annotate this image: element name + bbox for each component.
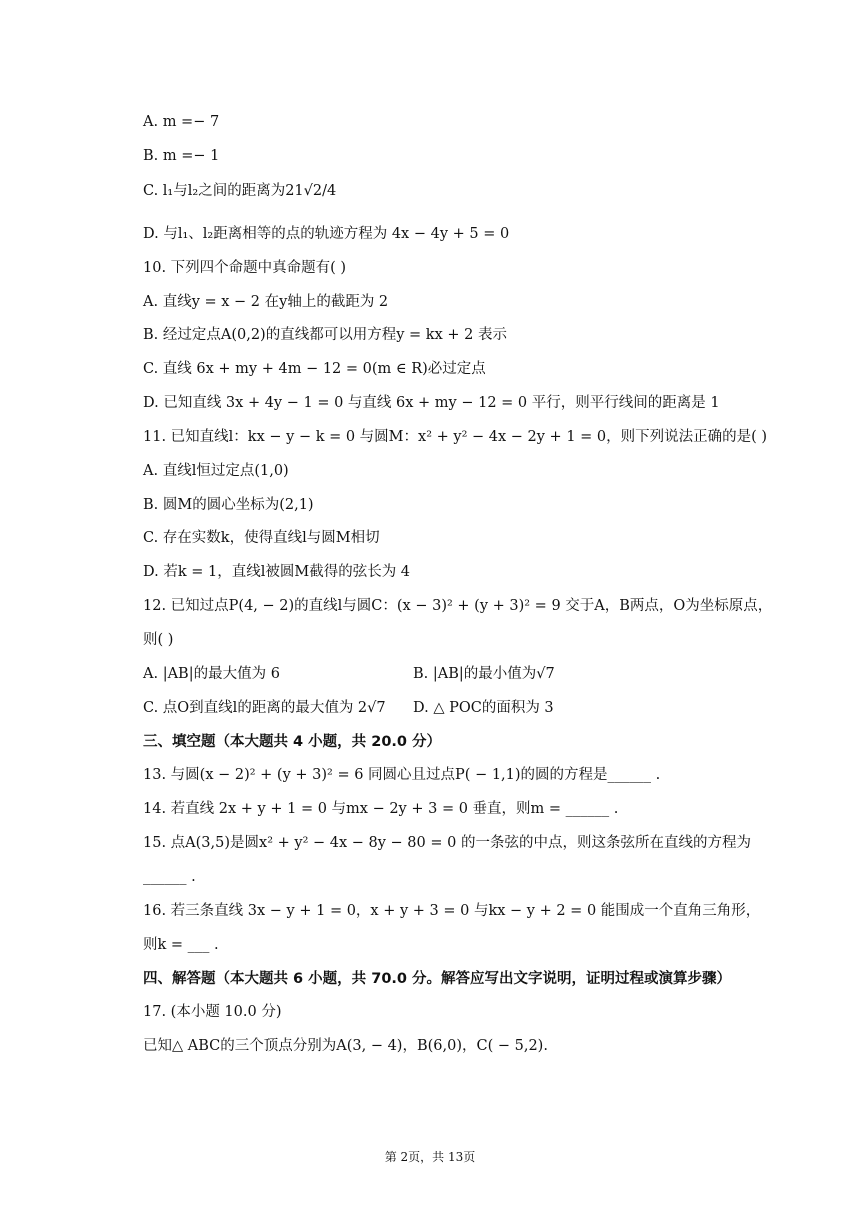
q10-option-d: D. 已知直线 3x + 4y − 1 = 0 与直线 6x + my − 12 = 0 平行，则平行线间的距离是 1 bbox=[143, 395, 720, 411]
q17-stem: 已知△ ABC的三个顶点分别为A(3, − 4)，B(6,0)，C( − 5,2). bbox=[143, 1038, 548, 1054]
q10-option-b: B. 经过定点A(0,2)的直线都可以用方程y = kx + 2 表示 bbox=[143, 327, 507, 343]
q10-option-a: A. 直线y = x − 2 在y轴上的截距为 2 bbox=[143, 294, 389, 310]
q11-stem: 11. 已知直线l：kx − y − k = 0 与圆M：x² + y² − 4x − 2y + 1 = 0，则下列说法正确的是( ) bbox=[143, 429, 768, 445]
q9-option-d: D. 与l₁、l₂距离相等的点的轨迹方程为 4x − 4y + 5 = 0 bbox=[143, 226, 510, 242]
q12-option-a: A. |AB|的最大值为 6 bbox=[143, 666, 280, 682]
q15-stem-line-2: ______ . bbox=[143, 869, 196, 885]
q12-stem-line-1: 12. 已知过点P(4, − 2)的直线l与圆C：(x − 3)² + (y + 3)² = 9 交于A，B两点，O为坐标原点， bbox=[143, 598, 773, 614]
q16-stem-line-2: 则k = ___ . bbox=[143, 937, 219, 953]
q12-stem-line-2: 则( ) bbox=[143, 632, 174, 648]
q11-option-a: A. 直线l恒过定点(1,0) bbox=[143, 463, 289, 479]
q13-stem: 13. 与圆(x − 2)² + (y + 3)² = 6 同圆心且过点P( − 1,1)的圆的方程是______ . bbox=[143, 767, 661, 783]
q17-label: 17. (本小题 10.0 分) bbox=[143, 1004, 282, 1020]
q11-option-c: C. 存在实数k，使得直线l与圆M相切 bbox=[143, 530, 380, 546]
q15-stem-line-1: 15. 点A(3,5)是圆x² + y² − 4x − 8y − 80 = 0 的一条弦的中点，则这条弦所在直线的方程为 bbox=[143, 835, 751, 851]
page-footer: 第 2页，共 13页 bbox=[384, 1150, 476, 1164]
q10-option-c: C. 直线 6x + my + 4m − 12 = 0(m ∈ R)必过定点 bbox=[143, 361, 486, 377]
q11-option-d: D. 若k = 1，直线l被圆M截得的弦长为 4 bbox=[143, 564, 411, 580]
q12-option-b: B. |AB|的最小值为√7 bbox=[413, 666, 555, 682]
q14-stem: 14. 若直线 2x + y + 1 = 0 与mx − 2y + 3 = 0 垂直，则m = ______ . bbox=[143, 801, 619, 817]
q10-stem: 10. 下列四个命题中真命题有( ) bbox=[143, 260, 347, 276]
q12-option-d: D. △ POC的面积为 3 bbox=[413, 700, 554, 716]
q9-option-a: A. m =− 7 bbox=[143, 114, 220, 130]
q16-stem-line-1: 16. 若三条直线 3x − y + 1 = 0，x + y + 3 = 0 与kx − y + 2 = 0 能围成一个直角三角形， bbox=[143, 903, 761, 919]
section-fill-in-heading: 三、填空题（本大题共 4 小题，共 20.0 分） bbox=[143, 734, 442, 750]
q12-option-c: C. 点O到直线l的距离的最大值为 2√7 bbox=[143, 700, 386, 716]
q9-option-c: C. l₁与l₂之间的距离为21√2/4 bbox=[143, 183, 337, 199]
q11-option-b: B. 圆M的圆心坐标为(2,1) bbox=[143, 497, 314, 513]
q9-option-b: B. m =− 1 bbox=[143, 148, 220, 164]
section-answer-heading: 四、解答题（本大题共 6 小题，共 70.0 分。解答应写出文字说明，证明过程或演算步骤） bbox=[143, 971, 732, 987]
